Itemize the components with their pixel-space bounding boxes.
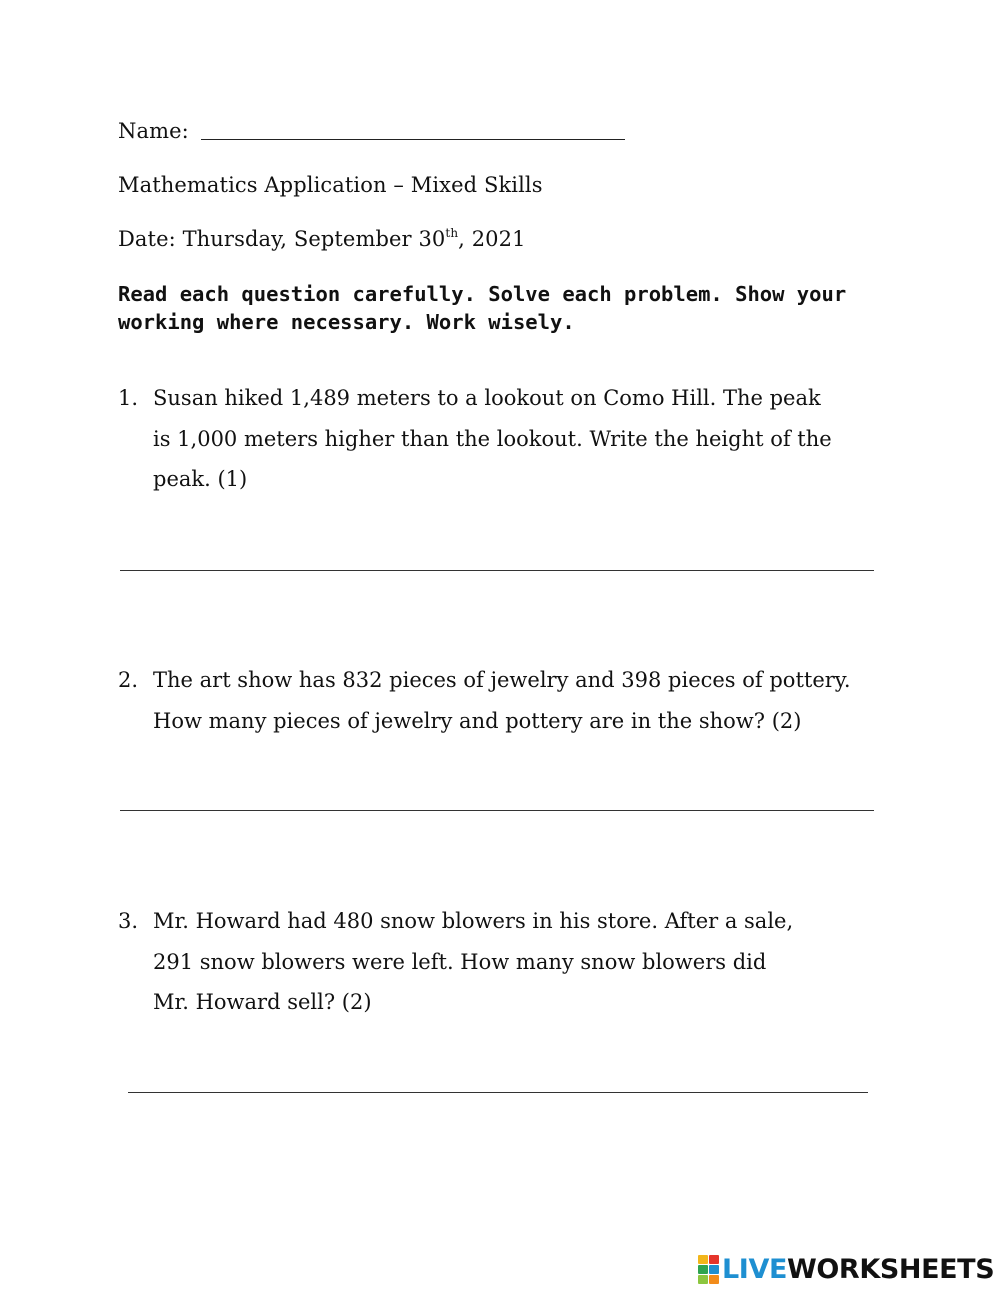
liveworksheets-logo-icon — [698, 1255, 719, 1284]
question-1 — [118, 378, 898, 500]
instructions: Read each question carefully. Solve each problem. Show your working where necessary. Work wisely. — [118, 282, 847, 334]
answer-line-3[interactable] — [128, 1092, 868, 1093]
question-number: 1. — [118, 386, 139, 410]
answer-line-1[interactable] — [120, 570, 874, 571]
question-number: 2. — [118, 668, 139, 692]
question-text: Mr. Howard had 480 snow blowers in his store. After a sale, 291 snow blowers were left. How many snow blowers did Mr. Howard sell? (2) — [153, 909, 794, 1014]
question-3 — [118, 901, 898, 1023]
date-ordinal-suffix: th — [445, 226, 459, 240]
question-text: Susan hiked 1,489 meters to a lookout on Como Hill. The peak is 1,000 meters higher than the lookout. Write the height of the peak. (1) — [153, 386, 832, 491]
question-text: The art show has 832 pieces of jewelry and 398 pieces of pottery. How many pieces of jewelry and pottery are in the show? (2) — [153, 668, 851, 733]
question-2 — [118, 660, 898, 741]
worksheet-subject: Mathematics Application – Mixed Skills — [118, 173, 543, 197]
logo-block — [709, 1275, 719, 1284]
question-number: 3. — [118, 909, 139, 933]
name-row — [118, 118, 625, 144]
answer-line-2[interactable] — [120, 810, 874, 811]
date-prefix: Date: Thursday, September 30 — [118, 227, 446, 251]
wordmark-live: LIVE — [722, 1253, 787, 1285]
wordmark-worksheets: WORKSHEETS — [787, 1253, 995, 1285]
worksheet-date — [118, 226, 526, 252]
logo-block — [698, 1265, 708, 1274]
name-label: Name: — [118, 119, 189, 143]
liveworksheets-wordmark — [722, 1254, 994, 1285]
liveworksheets-brand — [698, 1252, 994, 1286]
logo-block — [709, 1255, 719, 1264]
logo-block — [698, 1275, 708, 1284]
logo-block — [709, 1265, 719, 1274]
logo-block — [698, 1255, 708, 1264]
name-blank-line[interactable] — [201, 119, 625, 140]
date-year: , 2021 — [458, 227, 526, 251]
